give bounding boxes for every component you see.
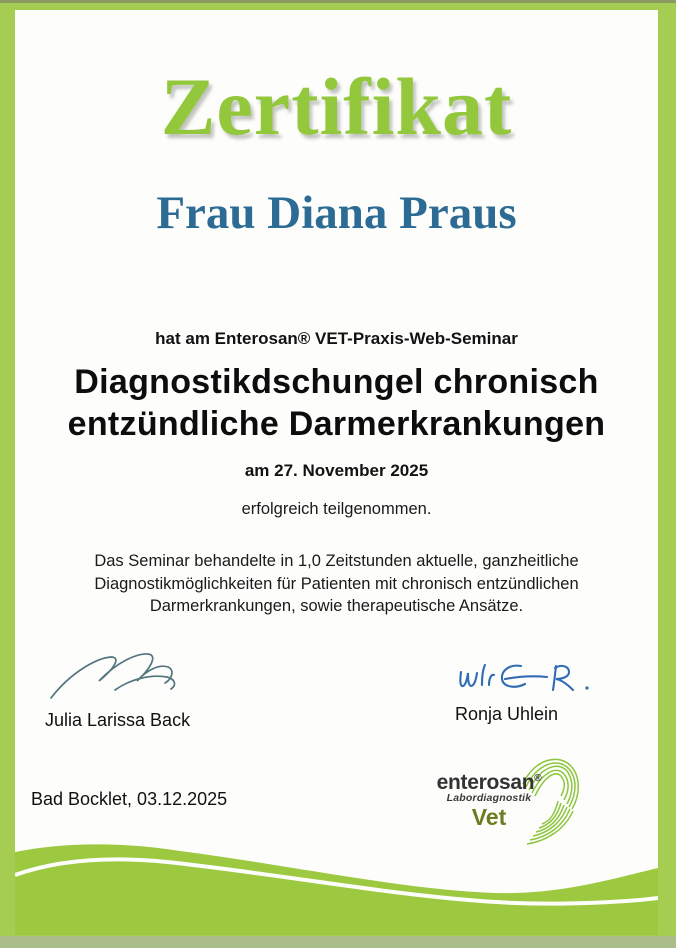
logo-division: Vet <box>471 803 507 830</box>
recipient-name: Frau Diana Praus <box>156 187 517 239</box>
place-and-date: Bad Bocklet, 03.12.2025 <box>31 789 228 809</box>
seminar-title-line2: entzündliche Darmerkrankungen <box>67 405 606 443</box>
bottom-wave-graphic <box>15 820 658 935</box>
registered-mark: ® <box>534 773 542 784</box>
signer-name: Julia Larissa Back <box>45 710 191 730</box>
signature-scribble-julia <box>45 648 215 706</box>
certificate-title: Zertifikat <box>160 61 513 152</box>
scan-bottom-edge <box>0 936 676 948</box>
seminar-date: am 27. November 2025 <box>244 461 429 480</box>
intro-line: hat am Enterosan® VET-Praxis-Web-Seminar <box>155 329 518 348</box>
logo-brand <box>433 772 545 793</box>
logo-brand-word: enterosan <box>436 771 535 794</box>
seminar-title <box>15 361 658 445</box>
signature-block-right <box>455 658 655 725</box>
certificate-sheet <box>15 10 658 935</box>
signer-name: Ronja Uhlein <box>455 704 559 724</box>
seminar-title-line1: Diagnostikdschungel chronisch <box>74 363 599 401</box>
signature-block-left <box>45 648 245 731</box>
scan-top-edge <box>0 0 676 3</box>
signature-scribble-ronja <box>455 658 605 700</box>
participation-line: erfolgreich teilgenommen. <box>241 500 432 518</box>
logo-subtitle: Labordiagnostik <box>446 792 532 804</box>
seminar-description: Das Seminar behandelte in 1,0 Zeitstunden aktuelle, ganzheitliche Diagnostikmöglichkeiten für Patienten mit chronisch entzündlichen Darmerkrankungen, sowie therapeutische Ansätze. <box>94 552 579 615</box>
